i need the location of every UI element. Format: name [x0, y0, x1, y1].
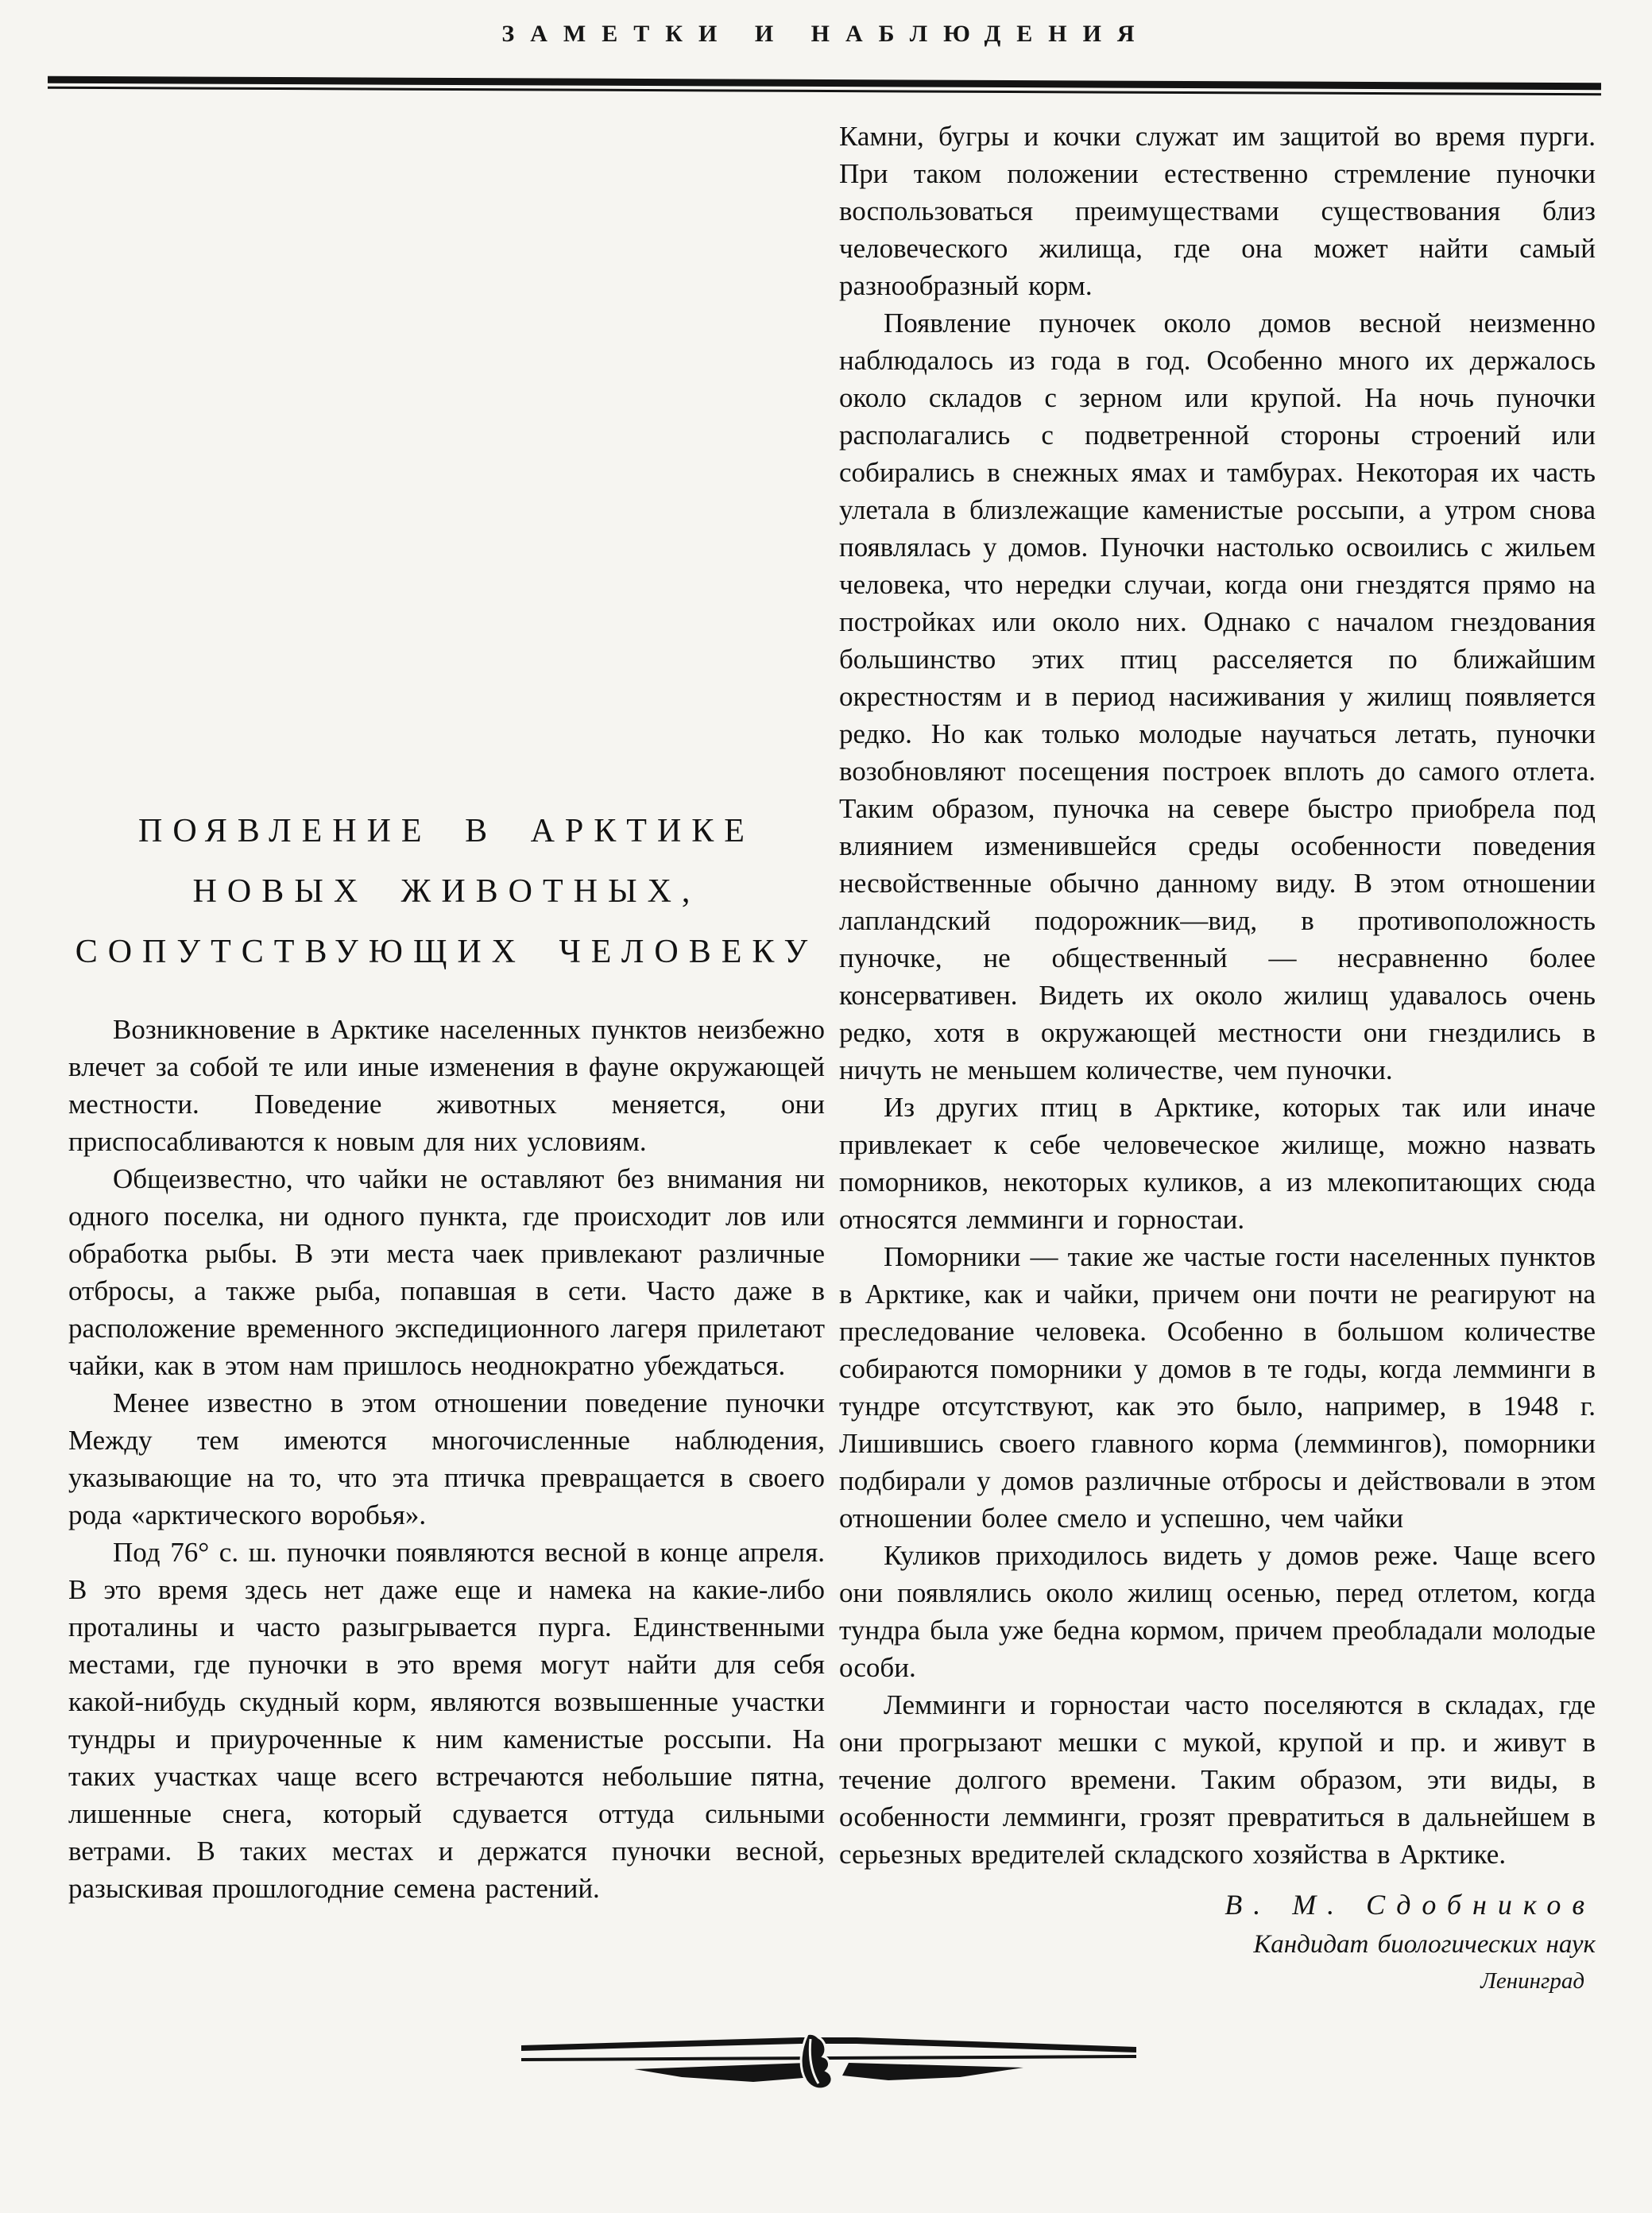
paragraph: Поморники — такие же частые гости населенных пунктов в Арктике, как и чайки, причем они почти не реагируют на преследование человека. Особенно в большом количестве собираются поморники у домов в те годы, когда лемминги в тундре отсутствуют, как это было, например, в 1948 г. Лишившись своего главного корма (леммингов), поморники подбирали у домов различные отбросы и действовали в этом отношении более смело и успешно, чем чайки	[839, 1241, 1596, 1534]
journal-section-title: ЗАМЕТКИ И НАБЛЮДЕНИЯ	[501, 21, 1151, 47]
paragraph: Общеизвестно, что чайки не оставляют без внимания ни одного поселка, ни одного пункта, где происходит лов или обработка рыбы. В эти места чаек привлекают различные отбросы, а также рыба, попавшая в сети. Часто даже в расположение временного экспедиционного лагеря прилетают чайки, как в этом нам пришлось неоднократно убеждаться.	[68, 1163, 825, 1381]
author-degree: Кандидат биологических наук	[1253, 1930, 1596, 1959]
header-divider-rule	[48, 79, 1601, 95]
ornament-divider	[515, 2025, 1143, 2098]
paragraph: Менее известно в этом отношении поведение пуночки Между тем имеются многочисленные наблюдения, указывающие на то, что эта птичка превращается в своего рода «арктического воробья».	[68, 1387, 825, 1530]
paragraph: Появление пуночек около домов весной неизменно наблюдалось из года в год. Особенно много их держалось около складов с зерном или крупой. На ночь пуночки располагались с подветренной стороны строений или собирались в снежных ямах и тамбурах. Некоторая их часть улетала в близлежащие каменистые россыпи, а утром снова появлялась у домов. Пуночки настолько освоились с жильем человека, что нередки случаи, когда они гнездятся прямо на постройках или около них. Однако с началом гнездования большинство этих птиц расселяется по ближайшим окрестностям и в период насиживания у жилищ появляется редко. Но как только молодые научаться летать, пуночки возобновляют посещения построек вплоть до самого отлета. Таким образом, пуночка на севере быстро приобрела под влиянием изменившейся среды особенности поведения несвойственные обычно данному виду. В этом отношении лапландский подорожник—вид, в противоположность пуночке, не общественный — несравненно более консервативен. Видеть их около жилищ удавалось очень редко, хотя в окружающей местности они гнездились в ничуть не меньшем количестве, чем пуночки.	[839, 308, 1596, 1085]
author-city: Ленинград	[1480, 1968, 1584, 1994]
paragraph: Куликов приходилось видеть у домов реже. Чаще всего они появлялись около жилищ осенью, перед отлетом, когда тундра была уже бедна кормом, причем преобладали молодые особи.	[839, 1540, 1596, 1683]
article-title-line-1: ПОЯВЛЕНИЕ В АРКТИКЕ	[138, 813, 755, 849]
paragraph: Под 76° с. ш. пуночки появляются весной в конце апреля. В это время здесь нет даже еще и намека на какие-либо проталины и часто разыгрывается пурга. Единственными местами, где пуночки в это время могут найти для себя какой-нибудь скудный корм, являются возвышенные участки тундры и приуроченные к ним каменистые россыпи. На таких участках чаще всего встречаются небольшие пятна, лишенные снега, который сдувается оттуда сильными ветрами. В таких местах и держатся пуночки весной, разыскивая прошлогодние семена растений.	[68, 1537, 825, 1904]
paragraph: Из других птиц в Арктике, которых так или иначе привлекает к себе человеческое жилище, можно назвать поморников, некоторых куликов, а из млекопитающих сюда относятся лемминги и горностаи.	[839, 1092, 1596, 1235]
author-signature-block	[839, 1884, 1596, 1998]
paragraph: Камни, бугры и кочки служат им защитой во время пурги. При таком положении естественно стремление пуночки воспользоваться преимуществами существования близ человеческого жилища, где она может найти самый разнообразный корм.	[839, 121, 1596, 301]
author-name: В. М. Сдобников	[1224, 1889, 1596, 1921]
article-title-line-2: НОВЫХ ЖИВОТНЫХ,	[192, 873, 701, 910]
left-column	[68, 801, 825, 1907]
paragraph: Возникновение в Арктике населенных пунктов неизбежно влечет за собой те или иные изменения в фауне окружающей местности. Поведение животных меняется, они приспосабливаются к новым для них условиям.	[68, 1014, 825, 1157]
article-title	[68, 801, 825, 982]
paragraph: Лемминги и горностаи часто поселяются в складах, где они прогрызают мешки с мукой, крупой и пр. и живут в течение долгого времени. Таким образом, эти виды, в особенности лемминги, грозят превратиться в дальнейшем в серьезных вредителей складского хозяйства в Арктике.	[839, 1689, 1596, 1870]
article-title-line-3: СОПУТСТВУЮЩИХ ЧЕЛОВЕКУ	[75, 934, 818, 970]
right-column	[839, 118, 1596, 1998]
